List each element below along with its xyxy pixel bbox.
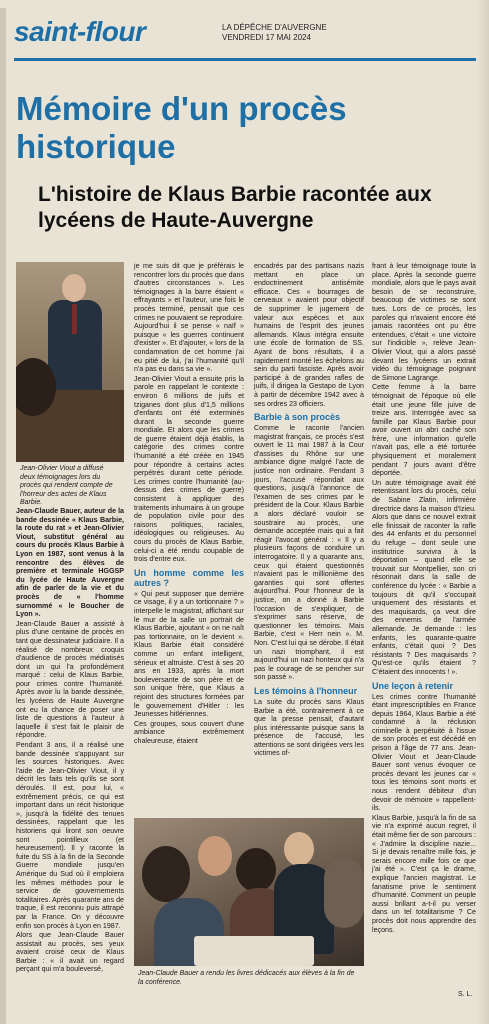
article-column-4 bbox=[372, 262, 476, 935]
section-name: saint-flour bbox=[14, 16, 146, 47]
paper-name: LA DÉPÊCHE D'AUVERGNE bbox=[222, 23, 327, 32]
page-header bbox=[0, 0, 489, 64]
photo-caption-top: Jean-Olivier Viout a diffusé deux témoignages lors du procès qui rendent compte de l'horreur des actes de Klaus Barbie. bbox=[20, 465, 113, 507]
paragraph: je me suis dit que je préférais le rencontrer lors du procès que dans d'autres circonstances ». Les témoignages à la barre étaient « effrayants » et l'auteur, une fois le procès terminé, pensait que ces crimes ne pouvaient se reproduire. Aujourd'hui il se pense « naïf » puisque « les guerres continuent d'exister ». Et d'ajouter, « lors de la condamnation de cet homme j'ai eu pitié de lui, j'ai l'humanité qu'il n'a pas eu dans sa vie ». bbox=[134, 262, 245, 374]
photo-bystander bbox=[324, 858, 364, 928]
photo-caption-bottom: Jean-Claude Bauer a rendu les livres dédicacés aux élèves à la fin de la conférence. bbox=[138, 970, 355, 986]
photo-students bbox=[134, 818, 364, 966]
article-column-1 bbox=[16, 507, 124, 975]
paragraph: Ces groupes, sous couvert d'une ambiance extrêmement chaleureuse, étaient bbox=[134, 719, 244, 745]
paragraph: Un autre témoignage avait été retentissant lors du procès, celui de Sabine Zlatin, infirmière directrice dans la maison d'Izieu. Alors que dans ce nouvel extrait elle finissait de raconter la rafle des 44 enfants et du personnel du refuge – dont seule une institutrice survivra à la déportation – quand elle se trouvait sur Montpellier, son cri résonnait dans la salle de conférence du lycée : « Barbie a toujours dit qu'il s'occupait uniquement des résistants et des maquisards, ça veut dire des ennemis de l'armée allemande. Je demande : les enfants, les quarante-quatre enfants, c'était quoi ? Des résistants ? Des maquisards ? Qu'est-ce qu'ils étaient ? C'étaient des innocents ! ». bbox=[372, 478, 476, 676]
paragraph: encadrés par des partisans nazis mettant en place un endoctrinement antisémite efficace. Ces « bourrages de cerveaux » avaient pour objectif de supprimer le jugement de valeur aux espèces et aux humains de l'esprit des jeunes allemands. Klaus intégra ensuite une école de formation de SS. Ayant de bons résultats, il a rapidement monté les échelons au sein du parti fasciste. Après avoir participé à de grandes rafles de juifs, il dirigea la Gestapo de Lyon à partir de décembre 1942 avec à ses ordres 23 officiers. bbox=[254, 262, 364, 408]
article-column-3 bbox=[254, 262, 364, 759]
paragraph: Alors que Jean-Claude Bauer assistait au procès, ses yeux avaient croisé ceux de Klaus Barbie : « il avait un regard perçant qui m'a bouleversé, bbox=[16, 931, 124, 974]
paragraph: Les crimes contre l'humanité étant imprescriptibles en France depuis 1964, Klaus Barbie a été condamné à la réclusion criminelle à perpétuité à l'issue de son procès et est décédé en prison à l'âge de 77 ans. Jean-Olivier Viout et Jean-Claude Bauer sont venus évoquer ce procès devant les jeunes car « tous les témoins sont morts et nous rendent débiteur d'un devoir de mémoire » rappellent-ils. bbox=[372, 692, 476, 813]
paragraph: Comme le raconte l'ancien magistrat français, ce procès s'est ouvert le 11 mai 1987 à la Cour d'assises du Rhône sur une ambiance digne malgré l'acte de justice non ordinaire. Pendant 3 jours, l'accusé répondait aux questions, jusqu'à l'annonce de l'examen de ses crimes par le président de la Cour. Klaus Barbie a alors déclaré vouloir se soustraire au procès, une demande acceptée mais qui a fait réagir l'avocat général : « Il y a plusieurs façons de conduire un interrogatoire. Il y a quarante ans, ceux qui étaient questionnés n'avaient pas le millionième des garanties qui sont offertes aujourd'hui. Pour l'honneur de la justice, on a donné à Barbie l'occasion de s'expliquer, de s'exprimer sans réserve, de questionner les témoins. Mais Barbie, c'est « Herr nein ». M. Non. C'est lui qui se dérobe. Il était un nazi triomphant, il est aujourd'hui un nazi honteux qui n'a pas le courage de se pencher sur son passé ». bbox=[254, 424, 364, 682]
paragraph: « Qui peut supposer que derrière ce visage, il y a un tortionnaire ? » interpelle le magistrat, affichant sur le mur de la salle un portrait de Klaus Barbie, ajoutant « on ne naît pas tortionnaire, on le devient ». Klaus Barbie était considéré comme un enfant intelligent, sérieux et altruiste. C'est à ses 20 ans en 1933, après la mort bouleversante de son père et de son unique frère, que Klaus a rejoint des structures formées par le gouvernement d'Hitler : les Jeunesses hitlériennes. bbox=[134, 589, 244, 719]
subheading: Une leçon à retenir bbox=[372, 680, 454, 691]
paragraph: Pendant 3 ans, il a réalisé une bande dessinée s'appuyant sur les sources historiques. Avec l'aide de Jean-Olivier Viout, il y décrit les faits tels qu'ils se sont déroulés. Il est, pour lui, « extrêmement précis, ce qui est important dans un récit historique », jusqu'à la fidélité des tenues dessinées, rappelant que les historiens qui liront son oeuvre sont pointilleux (et heureusement). Il y raconte la fuite du SS à la fin de la Seconde Guerre mondiale jusqu'en Amérique du Sud où il emploiera les mêmes méthodes pour le service de gouvernements totalitaires. Après quarante ans de traque, il est reconnu puis attrapé par la France. On y découvre enfin son procès à Lyon en 1987. bbox=[16, 741, 124, 930]
photo-figure-head bbox=[62, 274, 86, 302]
photo-student-head bbox=[142, 846, 190, 902]
subheading: Les témoins à l'honneur bbox=[254, 685, 358, 696]
paper-info bbox=[222, 23, 327, 43]
article-chapo: Jean-Claude Bauer, auteur de la bande dessinée « Klaus Barbie, la route du rat » et Jean-Olivier Viout, substitut général au cours du procès Klaus Barbie à Lyon en 1987, sont venus à la rencontre des élèves de première et terminale HGGSP du lycée de Haute Auvergne afin de parler de la vie et du procès de « l'homme surnommé « le Boucher de Lyon ». bbox=[16, 507, 124, 619]
photo-student-head bbox=[236, 848, 276, 892]
photo-table bbox=[194, 936, 314, 966]
paper-date: VENDREDI 17 MAI 2024 bbox=[222, 33, 311, 42]
article-subtitle: L'histoire de Klaus Barbie racontée aux lycéens de Haute-Auvergne bbox=[38, 183, 432, 232]
article-column-2 bbox=[134, 262, 244, 746]
paragraph: Cette femme à la barre témoignait de l'époque où elle était une jeune fille juive de treize ans. Interrogée avec sa famille par Klaus Barbie pour avoir ouvert un abri caché son frère, une information qu'elle n'avait pas, elle a été torturée physiquement et moralement pendant 7 jours avant d'être déportée. bbox=[372, 383, 476, 478]
photo-speaker bbox=[16, 262, 124, 462]
header-rule bbox=[14, 58, 476, 61]
paragraph: frant à leur témoignage toute la place. Après la seconde guerre mondiale, alors que le pays avait besoin de se reconstruire, beaucoup de victimes se sont tues. Lors de ce procès, les paroles qui n'avaient encore été jamais racontées ont pu être entendues, c'était « une victoire sur l'indicible », relève Jean-Olivier Viout, qui a alors passé devant les lycéens un extrait vidéo du témoignage poignant de Simone Lagrange. bbox=[372, 262, 476, 382]
photo-figure-tie bbox=[72, 304, 77, 334]
article-title: Mémoire d'un procès historique bbox=[16, 90, 347, 165]
subheading: Un homme comme les autres ? bbox=[134, 567, 244, 588]
paragraph: Klaus Barbie, jusqu'à la fin de sa vie n'a exprimé aucun regret, il était même fier de son parcours : « J'admire la discipline nazie... Si je devais renaître mille fois, je serais encore mille fois ce que j'ai été ». C'est ça le drame, explique l'ancien magistrat. Le fanatisme prive le sentiment d'humanité. Comment un peuple aussi brillant a-t-il pu verser dans un tel totalitarisme ? Ce procès doit nous apprendre des leçons. bbox=[372, 813, 476, 934]
paragraph: La suite du procès sans Klaus Barbie a été, contrairement à ce que la presse pensait, d'autant plus intéressante puisque sans la présence de l'accusé, les attentions se sont dirigées vers les victimes of- bbox=[254, 697, 364, 758]
page-edge-right bbox=[477, 0, 489, 1024]
photo-student-face bbox=[198, 836, 232, 876]
paragraph: Jean-Claude Bauer a assisté à plus d'une centaine de procès en tant que dessinateur judiciaire. Il a réalisé de nombreux croquis d'audience de procès médiatisés dont un qui l'a profondément marqué : celui de Klaus Barbie, pour crimes contre l'humanité. Après avoir lu la bande dessinée, les lycéens de Haute Auvergne ont eu la chance de poser une liste de questions à l'auteur à laquelle il s'est fait le plaisir de répondre. bbox=[16, 619, 124, 740]
paragraph: Jean-Olivier Viout a ensuite pris la parole en rappelant le contexte : environ 6 millions de juifs et tziganes dont plus d'1,5 millions d'enfants ont été exterminés durant la seconde guerre mondiale. Et alors que les crimes de guerre étaient déjà établis, la catégorie des crimes contre l'humanité a été créée en 1945 pour répondre à certains actes perpétrés durant cette période. Les crimes contre l'humanité (au-dessus des crimes de guerre) consistent à appliquer des traitements inhumains à un groupe de population civile pour des raisons politiques, raciales, idéologiques ou religieuses. Au cours du procès de Klaus Barbie, celui-ci a été rendu coupable de trois d'entre eux. bbox=[134, 374, 244, 564]
page-edge-left bbox=[0, 8, 6, 1024]
photo-author-face bbox=[284, 832, 314, 866]
subheading: Barbie à son procès bbox=[254, 412, 341, 423]
author-signature: S. L. bbox=[458, 991, 473, 998]
